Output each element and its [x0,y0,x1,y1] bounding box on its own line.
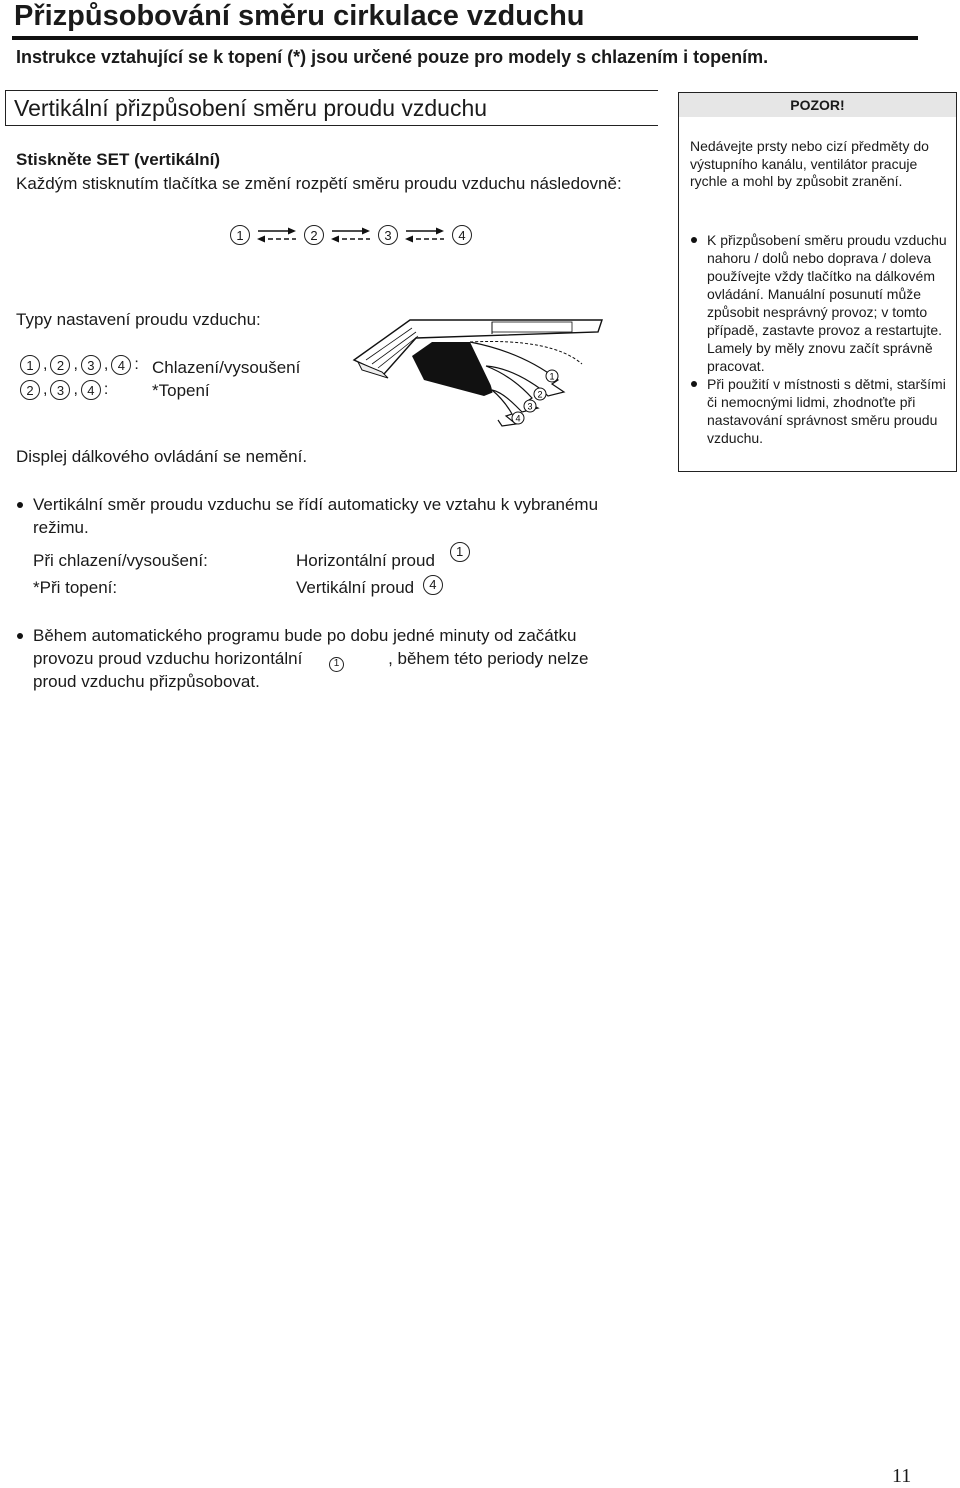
press-set-description: Každým stisknutím tlačítka se změní rozpětí směru proudu vzduchu následovně: [16,174,622,193]
svg-text:3: 3 [527,401,533,412]
cooling-mode-label: Chlazení/vysoušení [152,358,301,377]
svg-text:1: 1 [549,371,555,382]
heating-flow-label: *Při topení: [33,578,118,597]
mode-list [152,356,300,402]
heating-flow-value [296,578,443,599]
sequence-step-3: 3 [378,225,398,245]
diagram-label-3 [524,400,536,412]
cycle-arrows-icon [328,225,374,245]
heating-flow-code: 4 [423,575,443,595]
title-divider [12,36,918,40]
section-title: Vertikální přizpůsobení směru proudu vzduchu [14,95,488,121]
code-1: 1 [20,355,40,375]
bullet-dot [17,502,23,508]
sequence-step-1: 1 [230,225,250,245]
auto-program-text-a: Během automatického programu bude po dobu jedné minuty od začátku provozu proud vzduchu horizontální [33,626,577,668]
auto-program-note [33,624,623,693]
diagram-label-1 [546,370,558,382]
caution-item: Při použití v místnosti s dětmi, staršími či nemocnými lidmi, zhodnoťte při nastavování správnost směru proudu vzduchu. [690,375,954,447]
code-3: 3 [50,380,70,400]
svg-text:4: 4 [515,413,521,424]
heating-flow-value-text: Vertikální proud [296,578,415,597]
code-4: 4 [111,355,131,375]
cycle-arrows-icon [402,225,448,245]
svg-text:2: 2 [537,389,543,400]
auto-program-code: 1 [329,657,344,672]
page-title: Přizpůsobování směru cirkulace vzduchu [14,0,585,32]
press-set-label: Stiskněte SET (vertikální) [16,150,221,169]
code-2: 2 [20,380,40,400]
auto-direction-note [33,493,613,539]
cooling-flow-value [296,544,470,572]
bullet-dot [17,633,23,639]
auto-program-text-b: , během této periody nelze proud vzduchu přizpůsobovat. [33,649,589,691]
caution-title: POZOR! [790,97,845,113]
airflow-diagram [352,316,604,432]
cooling-flow-value-text: Horizontální proud [296,551,435,570]
caution-list [690,231,954,447]
sequence-step-2: 2 [304,225,324,245]
diagram-label-2 [534,388,546,400]
airflow-types-label: Typy nastavení proudu vzduchu: [16,310,261,329]
cooling-codes: 1 , 2 , 3 , 4 : [20,355,139,375]
caution-item: K přizpůsobení směru proudu vzduchu nahoru / dolů nebo doprava / doleva používejte vždy tlačítko na dálkovém ovládání. Manuální posunutí může způsobit nesprávný provoz; v tomto případě, zastavte provoz a restartujte. Lamely by měly znovu začít správně pracovat. [690,231,954,375]
page-subtitle: Instrukce vztahující se k topení (*) jsou určené pouze pro modely s chlazením i topením. [16,47,769,67]
caution-text: Nedávejte prsty nebo cizí předměty do výstupního kanálu, ventilátor pracuje rychle a mohl by způsobit zranění. [690,138,929,189]
cooling-flow-code: 1 [450,542,470,562]
position-sequence [230,222,472,248]
page-number: 11 [892,1465,912,1487]
heating-mode-label: *Topení [152,381,210,400]
cooling-flow-label: Při chlazení/vysoušení: [33,551,208,570]
cycle-arrows-icon [254,225,300,245]
display-note: Displej dálkového ovládání se nemění. [16,447,308,466]
diagram-label-4 [512,412,524,424]
code-4: 4 [81,380,101,400]
code-2: 2 [50,355,70,375]
heating-codes: 2 , 3 , 4 : [20,380,108,400]
sequence-step-4: 4 [452,225,472,245]
auto-direction-text: Vertikální směr proudu vzduchu se řídí automaticky ve vztahu k vybranému režimu. [33,495,599,537]
code-3: 3 [81,355,101,375]
